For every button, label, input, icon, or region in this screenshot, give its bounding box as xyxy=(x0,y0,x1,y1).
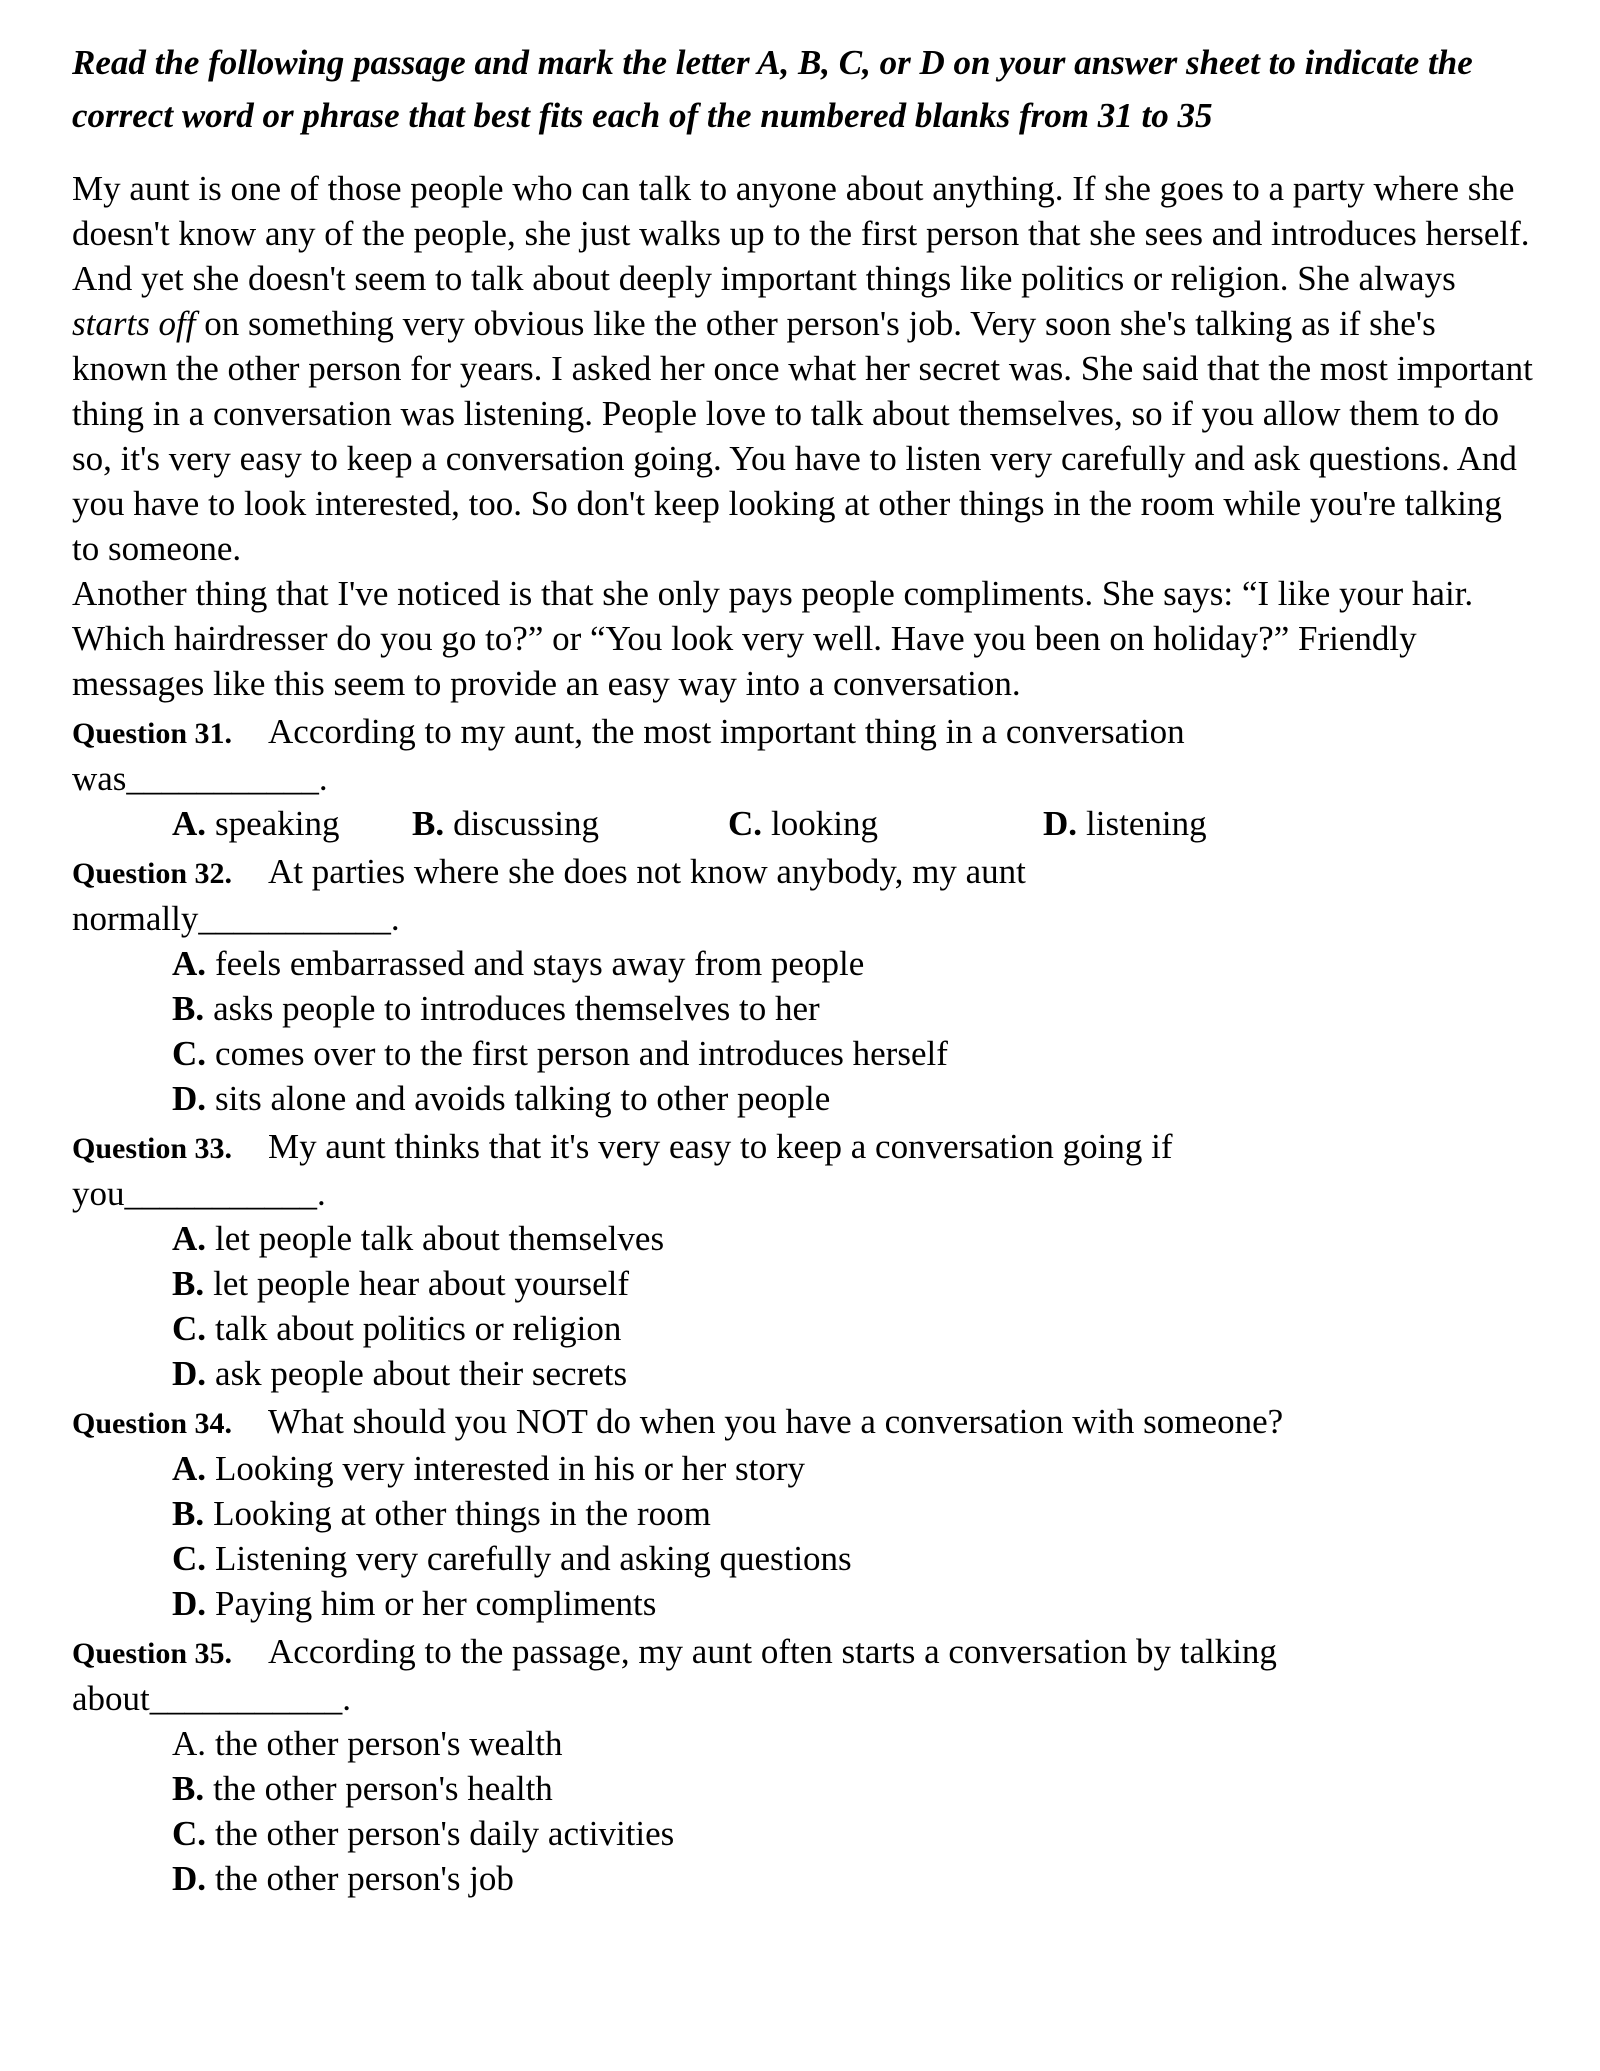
option-c xyxy=(72,1811,1534,1856)
option-d xyxy=(1043,801,1207,846)
option-a xyxy=(72,1216,1534,1261)
option-b-letter: B. xyxy=(172,1494,205,1533)
question-35-stem: According to the passage, my aunt often starts a conversation by talking xyxy=(268,1632,1277,1671)
option-d-text: the other person's job xyxy=(215,1859,514,1898)
option-b-text: the other person's health xyxy=(213,1769,553,1808)
option-b-text: let people hear about yourself xyxy=(213,1264,630,1303)
option-d xyxy=(72,1856,1534,1901)
option-a-letter: A. xyxy=(172,1724,207,1763)
option-a xyxy=(172,801,412,846)
option-c-letter: C. xyxy=(172,1814,207,1853)
option-d-letter: D. xyxy=(172,1859,207,1898)
passage-paragraph-2: Another thing that I've noticed is that she only pays people compliments. She says: “I like your hair. Which hairdresser do you go to?” or “You look very well. Have you been on holiday?” Friendly messages like this seem to provide an easy way into a conversation. xyxy=(72,574,1474,703)
question-33 xyxy=(72,1124,1534,1396)
question-31-blank-line: was___________. xyxy=(72,759,328,798)
question-31-label: Question 31. xyxy=(72,717,233,750)
option-b-text: discussing xyxy=(453,804,599,843)
option-c xyxy=(72,1031,1534,1076)
passage-text: My aunt is one of those people who can talk to anyone about anything. If she goes to a party where she doesn't know any of the people, she just walks up to the first person that she sees and introduces herself. And yet she doesn't seem to talk about deeply important things like politics or religion. She always xyxy=(72,169,1530,298)
option-c xyxy=(72,1306,1534,1351)
option-b-letter: B. xyxy=(172,989,205,1028)
option-a-text: the other person's wealth xyxy=(215,1724,563,1763)
passage-italic-phrase: starts off xyxy=(72,304,196,343)
option-d xyxy=(72,1351,1534,1396)
option-a-letter: A. xyxy=(172,1449,207,1488)
option-d-letter: D. xyxy=(1043,804,1078,843)
option-d-letter: D. xyxy=(172,1584,207,1623)
question-35-blank-line: about___________. xyxy=(72,1679,352,1718)
question-32 xyxy=(72,849,1534,1121)
question-31 xyxy=(72,709,1534,846)
question-35 xyxy=(72,1629,1534,1901)
option-a xyxy=(72,1446,1534,1491)
option-b xyxy=(412,801,728,846)
question-34-label: Question 34. xyxy=(72,1407,233,1440)
option-a-letter: A. xyxy=(172,804,207,843)
option-a-letter: A. xyxy=(172,1219,207,1258)
option-b-letter: B. xyxy=(172,1264,205,1303)
option-c-text: looking xyxy=(771,804,878,843)
question-32-label: Question 32. xyxy=(72,857,233,890)
option-a-text: speaking xyxy=(215,804,340,843)
option-c-text: Listening very carefully and asking questions xyxy=(215,1539,852,1578)
question-35-label: Question 35. xyxy=(72,1637,233,1670)
option-a-text: Looking very interested in his or her story xyxy=(215,1449,806,1488)
option-d xyxy=(72,1581,1534,1626)
option-d xyxy=(72,1076,1534,1121)
option-c-letter: C. xyxy=(172,1539,207,1578)
question-34-stem: What should you NOT do when you have a conversation with someone? xyxy=(268,1402,1284,1441)
question-31-stem: According to my aunt, the most important thing in a conversation xyxy=(268,712,1185,751)
option-c-text: the other person's daily activities xyxy=(215,1814,675,1853)
option-d-text: sits alone and avoids talking to other people xyxy=(215,1079,831,1118)
option-d-letter: D. xyxy=(172,1354,207,1393)
reading-passage xyxy=(72,166,1534,706)
option-c-letter: C. xyxy=(172,1034,207,1073)
option-c-text: comes over to the first person and introduces herself xyxy=(215,1034,948,1073)
option-d-text: ask people about their secrets xyxy=(215,1354,628,1393)
option-d-text: Paying him or her compliments xyxy=(215,1584,657,1623)
option-b-letter: B. xyxy=(412,804,445,843)
option-a-text: feels embarrassed and stays away from people xyxy=(215,944,865,983)
option-d-text: listening xyxy=(1086,804,1207,843)
option-a xyxy=(72,1721,1534,1766)
option-c-letter: C. xyxy=(728,804,763,843)
question-34 xyxy=(72,1399,1534,1626)
question-33-label: Question 33. xyxy=(72,1132,233,1165)
question-31-options xyxy=(72,801,1534,846)
question-32-stem: At parties where she does not know anybody, my aunt xyxy=(268,852,1026,891)
option-a-letter: A. xyxy=(172,944,207,983)
option-b xyxy=(72,1766,1534,1811)
option-b xyxy=(72,1261,1534,1306)
option-b-letter: B. xyxy=(172,1769,205,1808)
question-33-stem: My aunt thinks that it's very easy to keep a conversation going if xyxy=(268,1127,1173,1166)
option-a-text: let people talk about themselves xyxy=(215,1219,665,1258)
option-b xyxy=(72,986,1534,1031)
instructions-heading: Read the following passage and mark the letter A, B, C, or D on your answer sheet to indicate the correct word or phrase that best fits each of the numbered blanks from 31 to 35 xyxy=(72,43,1473,135)
option-c-text: talk about politics or religion xyxy=(215,1309,622,1348)
option-b-text: asks people to introduces themselves to her xyxy=(213,989,820,1028)
option-d-letter: D. xyxy=(172,1079,207,1118)
option-b xyxy=(72,1491,1534,1536)
question-33-blank-line: you___________. xyxy=(72,1174,326,1213)
passage-text: on something very obvious like the other person's job. Very soon she's talking as if she's known the other person for years. I asked her once what her secret was. She said that the most important thing in a conversation was listening. People love to talk about themselves, so if you allow them to do so, it's very easy to keep a conversation going. You have to listen very carefully and ask questions. And you have to look interested, too. So don't keep looking at other things in the room while you're talking to someone. xyxy=(72,304,1533,568)
option-a xyxy=(72,941,1534,986)
option-c xyxy=(72,1536,1534,1581)
option-c-letter: C. xyxy=(172,1309,207,1348)
option-c xyxy=(728,801,1043,846)
option-b-text: Looking at other things in the room xyxy=(213,1494,711,1533)
question-32-blank-line: normally___________. xyxy=(72,899,400,938)
passage-paragraph-1 xyxy=(72,166,1534,571)
